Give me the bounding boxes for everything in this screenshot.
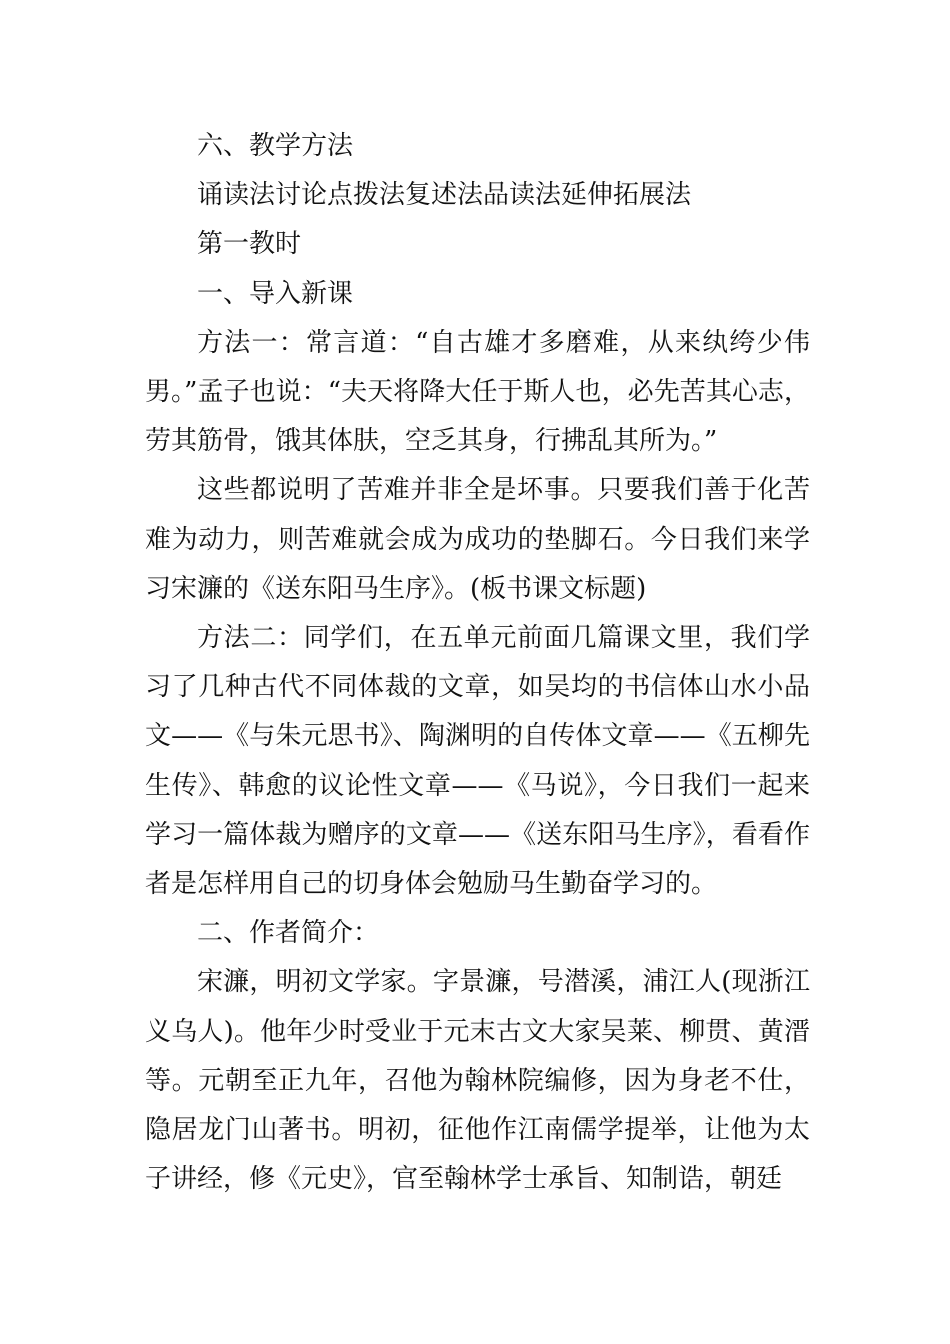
paragraph-method-list: 诵读法讨论点拨法复述法品读法延伸拓展法 — [197, 180, 692, 211]
paragraph-author-bio: 宋濂，明初文学家。字景濂，号潜溪，浦江人(现浙江义乌人)。他年少时受业于元末古文大家吴莱、柳贯、黄溍等。元朝至正九年，召他为翰林院编修，因为身老不仕，隐居龙门山著书。明初，征他作江南儒学提举，让他为太子讲经，修《元史》，官至翰林学士承旨、知制诰，朝廷 — [145, 967, 810, 1195]
paragraph-method-one: 方法一：常言道：“自古雄才多磨难，从来纨绔少伟男。”孟子也说：“夫天将降大任于斯人也，必先苦其心志，劳其筋骨，饿其体肤，空乏其身，行拂乱其所为。” — [145, 327, 810, 457]
document-body — [145, 122, 810, 1204]
heading-teaching-methods: 六、教学方法 — [197, 131, 354, 161]
heading-author-intro: 二、作者简介： — [197, 918, 380, 949]
heading-introduction: 一、导入新课 — [197, 278, 354, 309]
heading-first-lesson: 第一教时 — [197, 229, 302, 260]
paragraph-hardship: 这些都说明了苦难并非全是坏事。只要我们善于化苦难为动力，则苦难就会成为成功的垫脚石。今日我们来学习宋濂的《送东阳马生序》。(板书课文标题) — [145, 475, 810, 604]
paragraph-method-two: 方法二：同学们，在五单元前面几篇课文里，我们学习了几种古代不同体裁的文章，如吴均的书信体山水小品文——《与朱元思书》、陶渊明的自传体文章——《五柳先生传》、韩愈的议论性文章——《马说》，今日我们一起来学习一篇体裁为赠序的文章——《送东阳马生序》，看看作者是怎样用自己的切身体会勉励马生勤奋学习的。 — [145, 623, 810, 900]
